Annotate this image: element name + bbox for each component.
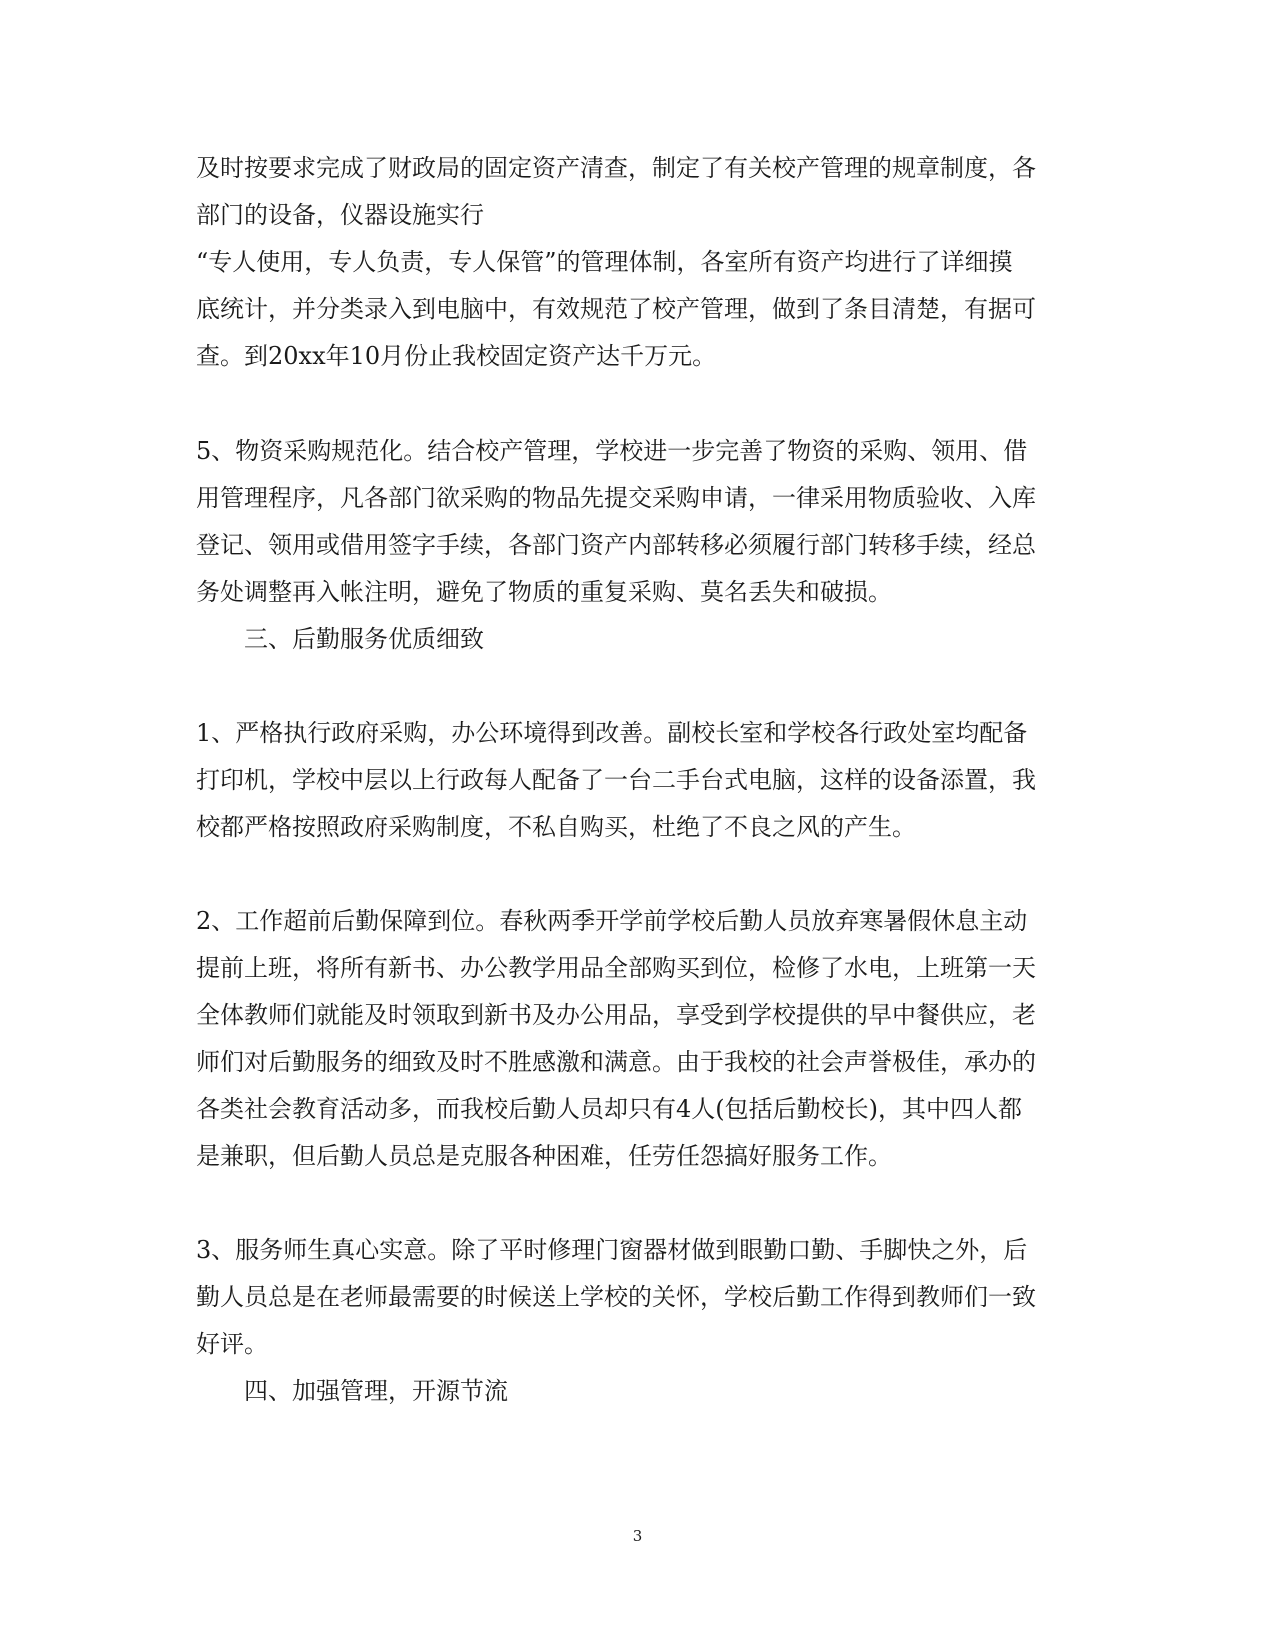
text-line: 全体教师们就能及时领取到新书及办公用品，享受到学校提供的早中餐供应，老 <box>196 1001 1036 1029</box>
text-line: 底统计，并分类录入到电脑中，有效规范了校产管理，做到了条目清楚，有据可 <box>196 295 1036 323</box>
text-line: 校都严格按照政府采购制度，不私自购买，杜绝了不良之风的产生。 <box>196 813 916 841</box>
text-line: 勤人员总是在老师最需要的时候送上学校的关怀，学校后勤工作得到教师们一致 <box>196 1283 1036 1311</box>
text-line: 提前上班，将所有新书、办公教学用品全部购买到位，检修了水电，上班第一天 <box>196 954 1036 982</box>
text-line: 是兼职，但后勤人员总是克服各种困难，任劳任怨搞好服务工作。 <box>196 1142 892 1170</box>
section-heading: 四、加强管理，开源节流 <box>244 1377 508 1405</box>
text-line: 部门的设备，仪器设施实行 <box>196 201 484 229</box>
text-line: 查。到20xx年10月份止我校固定资产达千万元。 <box>196 342 717 370</box>
text-line: 打印机，学校中层以上行政每人配备了一台二手台式电脑，这样的设备添置，我 <box>196 766 1036 794</box>
text-line: 用管理程序，凡各部门欲采购的物品先提交采购申请，一律采用物质验收、入库 <box>196 484 1036 512</box>
text-line: 各类社会教育活动多，而我校后勤人员却只有4人(包括后勤校长)，其中四人都 <box>196 1095 1022 1123</box>
text-line: 师们对后勤服务的细致及时不胜感激和满意。由于我校的社会声誉极佳，承办的 <box>196 1048 1036 1076</box>
text-line: “专人使用，专人负责，专人保管”的管理体制，各室所有资产均进行了详细摸 <box>196 248 1013 276</box>
text-line: 1、严格执行政府采购，办公环境得到改善。副校长室和学校各行政处室均配备 <box>196 719 1028 747</box>
page-number: 3 <box>632 1527 643 1545</box>
text-line: 3、服务师生真心实意。除了平时修理门窗器材做到眼勤口勤、手脚快之外，后 <box>196 1236 1028 1264</box>
text-line: 好评。 <box>196 1330 268 1358</box>
text-line: 及时按要求完成了财政局的固定资产清查，制定了有关校产管理的规章制度，各 <box>196 154 1036 182</box>
text-line: 务处调整再入帐注明，避免了物质的重复采购、莫名丢失和破损。 <box>196 578 892 606</box>
text-line: 2、工作超前后勤保障到位。春秋两季开学前学校后勤人员放弃寒暑假休息主动 <box>196 907 1028 935</box>
text-line: 5、物资采购规范化。结合校产管理，学校进一步完善了物资的采购、领用、借 <box>196 437 1028 465</box>
text-line: 登记、领用或借用签字手续，各部门资产内部转移必须履行部门转移手续，经总 <box>196 531 1036 559</box>
section-heading: 三、后勤服务优质细致 <box>244 625 484 653</box>
